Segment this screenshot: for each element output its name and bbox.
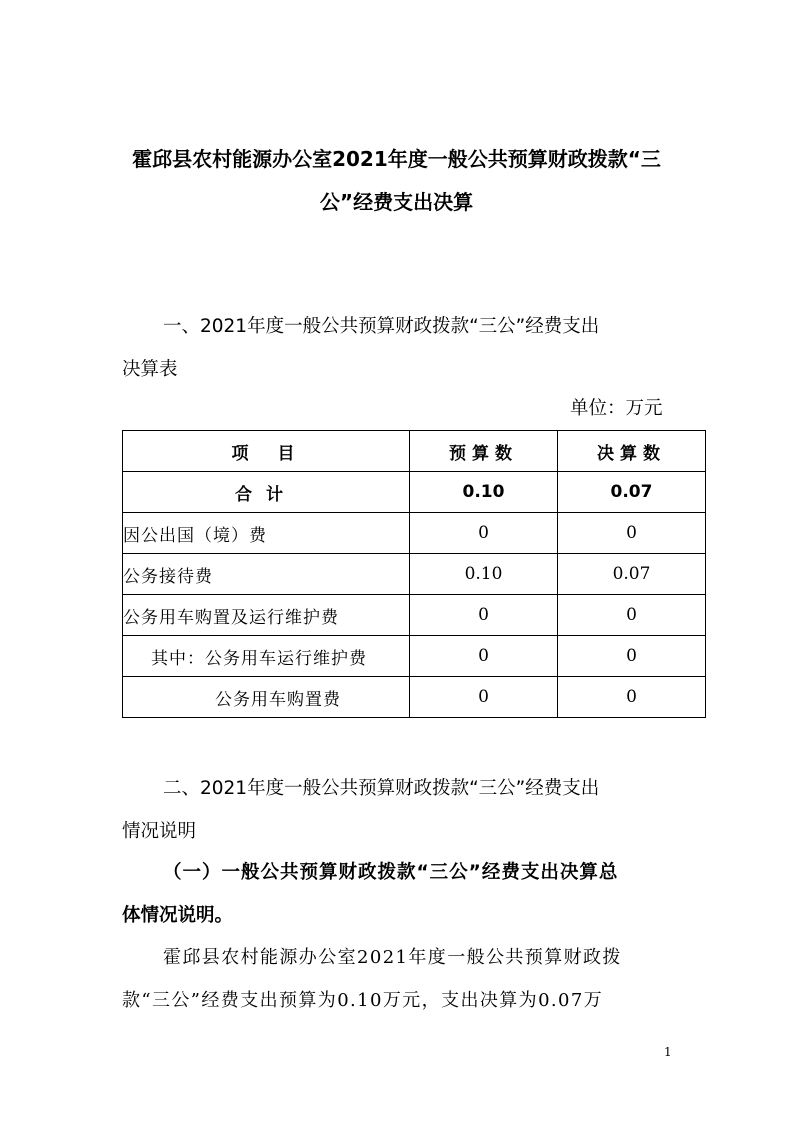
row-budget: 0 [410, 513, 558, 554]
total-actual: 0.07 [558, 472, 706, 513]
row-budget: 0 [410, 677, 558, 718]
total-label: 合计 [123, 472, 410, 513]
table-row [123, 554, 706, 595]
row-label: 公务接待费 [123, 554, 410, 595]
row-label: 因公出国（境）费 [123, 513, 410, 554]
row-label: 公务用车购置及运行维护费 [123, 595, 410, 636]
header-item: 项 目 [123, 431, 410, 472]
document-title-line-1: 霍邱县农村能源办公室2021年度一般公共预算财政拨款“三 [132, 147, 661, 171]
section-1-heading-line-1: 一、2021年度一般公共预算财政拨款“三公”经费支出 [163, 316, 600, 337]
table-row [123, 677, 706, 718]
row-actual: 0 [558, 513, 706, 554]
body-paragraph-line-1: 霍邱县农村能源办公室2021年度一般公共预算财政拨 [163, 947, 622, 968]
row-actual: 0 [558, 595, 706, 636]
section-2-heading-line-1: 二、2021年度一般公共预算财政拨款“三公”经费支出 [163, 778, 600, 799]
row-actual: 0 [558, 677, 706, 718]
sub-heading-line-2: 体情况说明。 [122, 905, 234, 926]
unit-label: 单位：万元 [570, 398, 663, 419]
table-row [123, 513, 706, 554]
expense-table [122, 430, 706, 718]
section-1-heading-line-2: 决算表 [122, 359, 178, 380]
table-row [123, 636, 706, 677]
section-2-heading-line-2: 情况说明 [122, 821, 197, 842]
total-budget: 0.10 [410, 472, 558, 513]
table-row [123, 595, 706, 636]
header-actual: 决算数 [558, 431, 706, 472]
document-title-line-2: 公”经费支出决算 [319, 190, 474, 214]
sub-heading-line-1: （一）一般公共预算财政拨款“三公”经费支出决算总 [163, 862, 619, 883]
row-label: 其中：公务用车运行维护费 [123, 636, 410, 677]
body-paragraph-line-2: 款“三公”经费支出预算为0.10万元，支出决算为0.07万 [122, 990, 604, 1011]
row-budget: 0 [410, 595, 558, 636]
header-budget: 预算数 [410, 431, 558, 472]
page-number: 1 [664, 1045, 672, 1059]
row-budget: 0.10 [410, 554, 558, 595]
table-total-row [123, 472, 706, 513]
row-actual: 0.07 [558, 554, 706, 595]
row-label: 公务用车购置费 [123, 677, 410, 718]
row-budget: 0 [410, 636, 558, 677]
row-actual: 0 [558, 636, 706, 677]
table-header-row [123, 431, 706, 472]
